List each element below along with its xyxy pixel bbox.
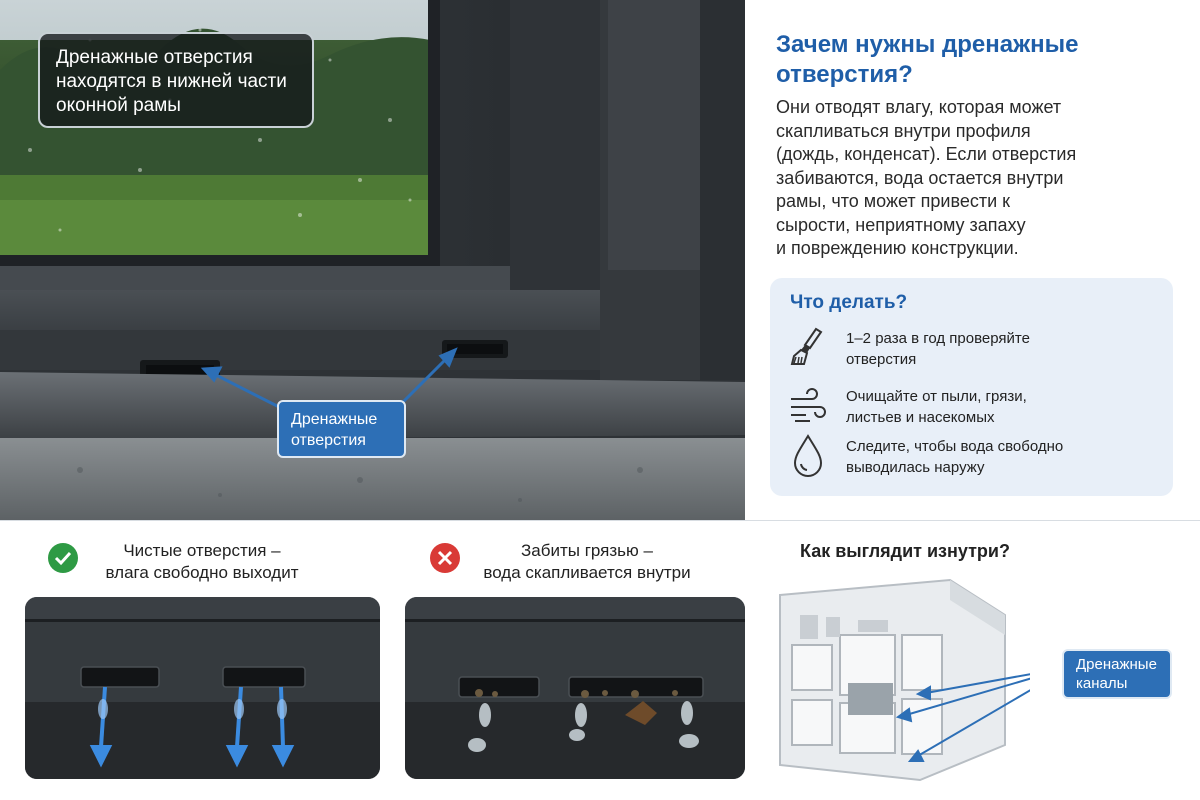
section-divider: [0, 520, 1200, 521]
hero-callout: [38, 32, 314, 128]
wind-icon: [788, 385, 828, 429]
tip-item: [846, 386, 1166, 428]
tip-line: листьев и насекомых: [846, 409, 995, 426]
bad-caption-line2: вода скапливается внутри: [483, 563, 691, 582]
good-caption: [82, 540, 322, 584]
info-body: [776, 96, 1176, 261]
tips-panel-title: Что делать?: [790, 292, 908, 313]
clean-holes-photo: [25, 597, 380, 779]
info-body-line: сырости, неприятному запаху: [776, 214, 1026, 235]
info-body-line: (дождь, конденсат). Если отверстия: [776, 144, 1077, 164]
info-body-line: Они отводят влагу, которая может: [776, 97, 1062, 117]
info-body-line: и повреждению конструкции.: [776, 238, 1019, 258]
check-icon: [48, 543, 78, 573]
tip-item: [846, 328, 1166, 370]
good-caption-line2: влага свободно выходит: [105, 563, 299, 582]
drain-holes-label-line2: отверстия: [291, 432, 366, 449]
info-title: [776, 30, 1176, 90]
tip-item: [846, 436, 1166, 478]
tip-line: 1–2 раза в год проверяйте: [846, 330, 1030, 347]
clogged-holes-photo: [405, 597, 745, 779]
drain-channels-label: [1062, 649, 1172, 699]
hero-callout-text: Дренажные отверстия находятся в нижней части оконной рамы: [56, 47, 287, 116]
tip-line: отверстия: [846, 351, 917, 368]
info-body-line: забиваются, вода остается внутри: [776, 167, 1064, 188]
info-body-line: скапливаться внутри профиля: [776, 120, 1031, 141]
info-body-line: рамы, что может привести к: [776, 191, 1011, 211]
drain-holes-label-line1: Дренажные: [291, 411, 378, 428]
tip-line: Следите, чтобы вода свободно: [846, 438, 1064, 455]
water-drop-icon: [788, 433, 828, 477]
profile-cross-section: [770, 575, 1030, 785]
info-title-line1: Зачем нужны дренажные: [776, 31, 1079, 58]
info-title-line2: отверстия?: [776, 61, 913, 88]
cross-icon: [430, 543, 460, 573]
drain-channels-label-line2: каналы: [1076, 675, 1128, 692]
good-caption-line1: Чистые отверстия –: [123, 541, 281, 560]
drain-channels-label-line1: Дренажные: [1076, 656, 1157, 673]
brush-icon: [788, 326, 828, 370]
drain-holes-label: [277, 400, 406, 458]
bad-caption-line1: Забиты грязью –: [521, 541, 653, 560]
tip-line: выводилась наружу: [846, 459, 985, 476]
inside-title: Как выглядит изнутри?: [800, 541, 1010, 561]
bad-caption: [462, 540, 712, 584]
tip-line: Очищайте от пыли, грязи,: [846, 388, 1027, 405]
